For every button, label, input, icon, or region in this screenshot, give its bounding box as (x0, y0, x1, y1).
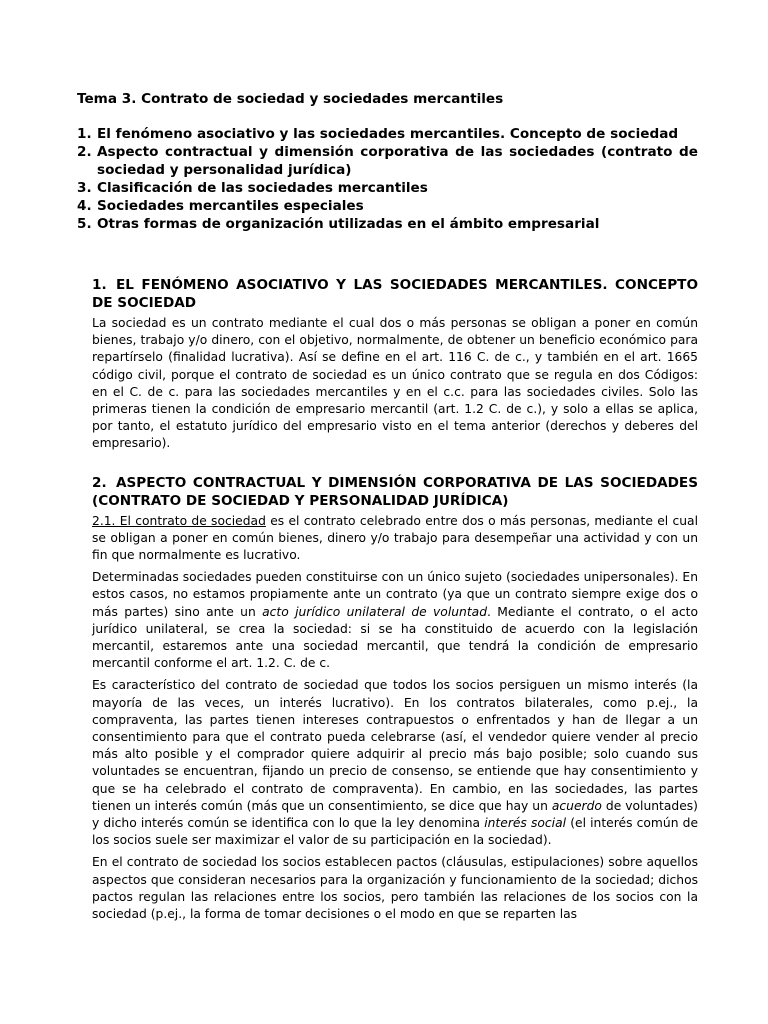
paragraph: La sociedad es un contrato mediante el cual dos o más personas se obligan a poner en común bienes, trabajo y/o dinero, con el objetivo, normalmente, de obtener un beneficio económico para repartírselo (finalidad lucrativa). Así se define en el art. 116 C. de c., y también en el art. 1665 código civil, porque el contrato de sociedad es un único contrato que se regula en dos Códigos: en el C. de c. para las sociedades mercantiles y en el c.c. para las sociedades civiles. Solo las primeras tienen la condición de empresario mercantil (art. 1.2 C. de c.), y solo a ellas se aplica, por tanto, el estatuto jurídico del empresario visto en el tema anterior (derechos y deberes del empresario). (92, 316, 698, 451)
paragraph (92, 569, 698, 672)
toc-item (77, 125, 698, 143)
toc-item (77, 215, 698, 233)
emphasis-text: acuerdo (551, 798, 602, 813)
paragraph-text: Es característico del contrato de sociedad que todos los socios persiguen un mismo interés (la mayoría de las veces, un interés lucrativo). En los contratos bilaterales, como p.ej., la compraventa, las partes tienen intereses contrapuestos o enfrentados y han de llegar a un consentimiento para que el contrato pueda celebrarse (así, el vendedor quiere vender al precio más alto posible y el comprador quiere adquirir al precio más bajo posible; solo cuando sus voluntades se encuentran, fijando un precio de consenso, se entiende que hay consentimiento y que se ha celebrado el contrato de compraventa). En cambio, en las sociedades, las partes tienen un interés común (más que un consentimiento, se dice que hay un (92, 678, 698, 813)
paragraph-text: es el contrato celebrado entre dos o más personas, mediante el cual se obligan a poner en común bienes, dinero y/o trabajo para desempeñar una actividad y con un fin que normalmente es lucrativo. (92, 513, 699, 563)
toc-text: Aspecto contractual y dimensión corporativa de las sociedades (contrato de sociedad y personalidad jurídica) (97, 144, 698, 178)
emphasis-text: interés social (484, 816, 567, 831)
toc-number: 3. (77, 180, 92, 196)
toc-number: 5. (77, 216, 92, 232)
paragraph-text: . Mediante el contrato, o el acto jurídico unilateral, se crea la sociedad: si se ha constituido de acuerdo con la legislación mercantil, estaremos ante una sociedad mercantil, que tendrá la condición de empresario mercantil conforme el art. 1.2. C. de c. (92, 604, 698, 671)
section-2 (77, 474, 698, 924)
section-number: 2. (92, 474, 107, 491)
section-heading (77, 276, 698, 312)
toc-number: 1. (77, 126, 92, 142)
toc-text: Clasificación de las sociedades mercantiles (97, 180, 428, 196)
emphasis-text: acto jurídico unilateral de voluntad (262, 604, 488, 619)
toc-number: 2. (77, 144, 92, 160)
toc-item (77, 179, 698, 197)
toc-text: El fenómeno asociativo y las sociedades mercantiles. Concepto de sociedad (97, 126, 679, 142)
paragraph-text: (el interés común de los socios suele ser maximizar el valor de su participación en la sociedad). (92, 816, 699, 848)
paragraph: En el contrato de sociedad los socios establecen pactos (cláusulas, estipulaciones) sobre aquellos aspectos que consideran necesarios para la organización y funcionamiento de la sociedad; dichos pactos regulan las relaciones entre los socios, pero también las relaciones de los socios con la sociedad (p.ej., la forma de tomar decisiones o el modo en que se reparten las (92, 855, 698, 922)
section-heading (77, 474, 698, 510)
toc-text: Otras formas de organización utilizadas en el ámbito empresarial (97, 216, 600, 232)
section-1 (77, 276, 698, 453)
toc-number: 4. (77, 198, 92, 214)
toc-item (77, 143, 698, 179)
toc-item (77, 197, 698, 215)
paragraph (92, 677, 698, 849)
document-title: Tema 3. Contrato de sociedad y sociedades mercantiles (77, 91, 504, 107)
paragraph (92, 513, 698, 565)
subsection-label: 2.1. El contrato de sociedad (92, 513, 266, 528)
section-number: 1. (92, 277, 107, 293)
section-heading-text: ASPECTO CONTRACTUAL Y DIMENSIÓN CORPORATIVA DE LAS SOCIEDADES (CONTRATO DE SOCIEDAD Y PERSONALIDAD JURÍDICA) (92, 474, 698, 509)
paragraph-text: Determinadas sociedades pueden constituirse con un único sujeto (sociedades unipersonales). En estos casos, no estamos propiamente ante un contrato (ya que un contrato siempre exige dos o más partes) sino ante un (92, 570, 698, 619)
table-of-contents (77, 125, 698, 233)
section-heading-text: EL FENÓMENO ASOCIATIVO Y LAS SOCIEDADES MERCANTILES. CONCEPTO DE SOCIEDAD (92, 277, 698, 311)
toc-text: Sociedades mercantiles especiales (97, 198, 364, 214)
paragraph-text: de voluntades) y dicho interés común se identifica con lo que la ley denomina (92, 798, 698, 831)
